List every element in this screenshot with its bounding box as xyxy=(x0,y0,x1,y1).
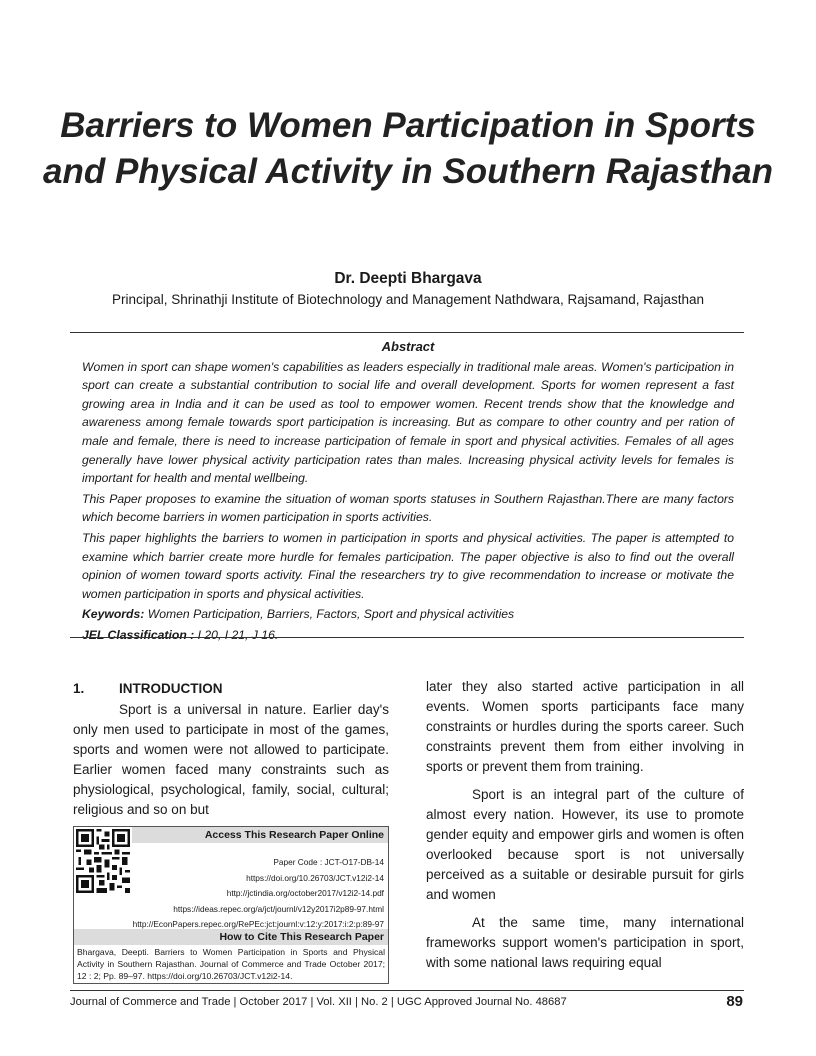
access-links xyxy=(133,855,384,933)
author-affiliation: Principal, Shrinathji Institute of Biotechnology and Management Nathdwara, Rajsamand, Rajasthan xyxy=(111,292,705,307)
abstract-paragraph-2: This Paper proposes to examine the situation of woman sports statuses in Southern Rajasthan.There are many factors which become barriers in women participation in sports activities. xyxy=(82,491,734,525)
intro-paragraph-continued: later they also started active participation in all events. Women sports participants face many constraints or hurdles during the sports career. Such constraints prevent them from either involving in sports or prevent them from training. xyxy=(426,679,744,774)
intro-paragraph-1: Sport is a universal in nature. Earlier day's only men used to participate in most of the games, sports and women were not allowed to participate. Earlier women faced many constraints such as physiological, psychological, family, social, cultural; religious and so on but xyxy=(73,702,389,817)
keywords-label: Keywords: xyxy=(82,607,145,622)
citation-text: Bhargava, Deepti. Barriers to Women Participation in Sports and Physical Activity in Southern Rajasthan. Journal of Commerce and Trade October 2017; 12 : 2; Pp. 89–97. https://doi.org/10.26703/JCT.v12i2-14. xyxy=(77,947,385,982)
section-heading-introduction xyxy=(73,679,389,699)
title-line-1: Barriers to Women Participation in Sports xyxy=(60,106,756,145)
cite-heading: How to Cite This Research Paper xyxy=(74,929,388,945)
left-column xyxy=(73,679,389,820)
title-line-2: and Physical Activity in Southern Rajasthan xyxy=(43,152,773,191)
abstract-section xyxy=(82,338,734,647)
pdf-link[interactable]: http://jctindia.org/october2017/v12i2-14.pdf xyxy=(226,888,384,899)
access-online-heading: Access This Research Paper Online xyxy=(132,827,388,843)
keywords xyxy=(82,605,734,624)
doi-link[interactable]: https://doi.org/10.26703/JCT.v12i2-14 xyxy=(246,872,384,883)
qr-code-icon xyxy=(76,829,130,893)
abstract-paragraph-1: Women in sport can shape women's capabilities as leaders especially in traditional male areas. Women's participation in sport can create a substantial contribution to social life and overall development. Sports for women represent a fast growing area in India and it can be used as tool to empower women. Recent trends show that the knowledge and awareness among female towards sport participation is increasing. But as compare to other country and per ration of male and female, there is need to increase participation of female in sport and physical activities. Females of all ages generally have lower physical activity participation rates than males. Increasing physical activity levels for females is important for health and mental wellbeing. xyxy=(82,359,734,486)
right-column xyxy=(426,677,744,981)
econpapers-link[interactable]: http://EconPapers.repec.org/RePEc:jct:journl:v:12:y:2017:i:2:p:89-97 xyxy=(132,919,384,930)
footer-rule xyxy=(70,990,744,991)
paper-title xyxy=(40,103,776,195)
intro-paragraph-2: Sport is an integral part of the culture of almost every nation. However, its use to promote gender equity and empower girls and women is often overlooked because sport is not universally perceived as a suitable or desirable pursuit for girls and women xyxy=(426,787,744,902)
abstract-top-rule xyxy=(70,332,744,333)
section-title: INTRODUCTION xyxy=(119,681,223,696)
repec-ideas-link[interactable]: https://ideas.repec.org/a/jct/journl/v12y2017i2p89-97.html xyxy=(173,903,384,914)
jel-label: JEL Classification : xyxy=(82,627,195,642)
abstract-bottom-rule xyxy=(70,637,744,638)
page-number: 89 xyxy=(726,993,743,1010)
keywords-text: Women Participation, Barriers, Factors, Sport and physical activities xyxy=(147,607,515,622)
section-number: 1. xyxy=(73,681,85,696)
journal-footer: Journal of Commerce and Trade | October 2017 | Vol. XII | No. 2 | UGC Approved Journal No. 48687 xyxy=(70,996,567,1008)
author-name: Dr. Deepti Bhargava xyxy=(334,270,482,287)
jel-text: I 20, I 21, J 16. xyxy=(197,627,279,642)
abstract-heading: Abstract xyxy=(381,339,435,354)
abstract-paragraph-3: This paper highlights the barriers to women in participation in sports and physical activities. The paper is attempted to examine which barrier create more hurdle for females participation. The paper objective is also to find out the overall opinion of women toward sports activity. Final the researchers try to give recommendation to increase or motivate the women participation in sports and physical activities. xyxy=(82,530,734,601)
jel-classification xyxy=(82,626,734,645)
intro-paragraph-3: At the same time, many international frameworks support women's participation in sport, with some national laws requiring equal xyxy=(426,915,744,970)
access-paper-box xyxy=(73,826,389,984)
paper-code: Paper Code : JCT-O17-DB-14 xyxy=(273,857,384,867)
